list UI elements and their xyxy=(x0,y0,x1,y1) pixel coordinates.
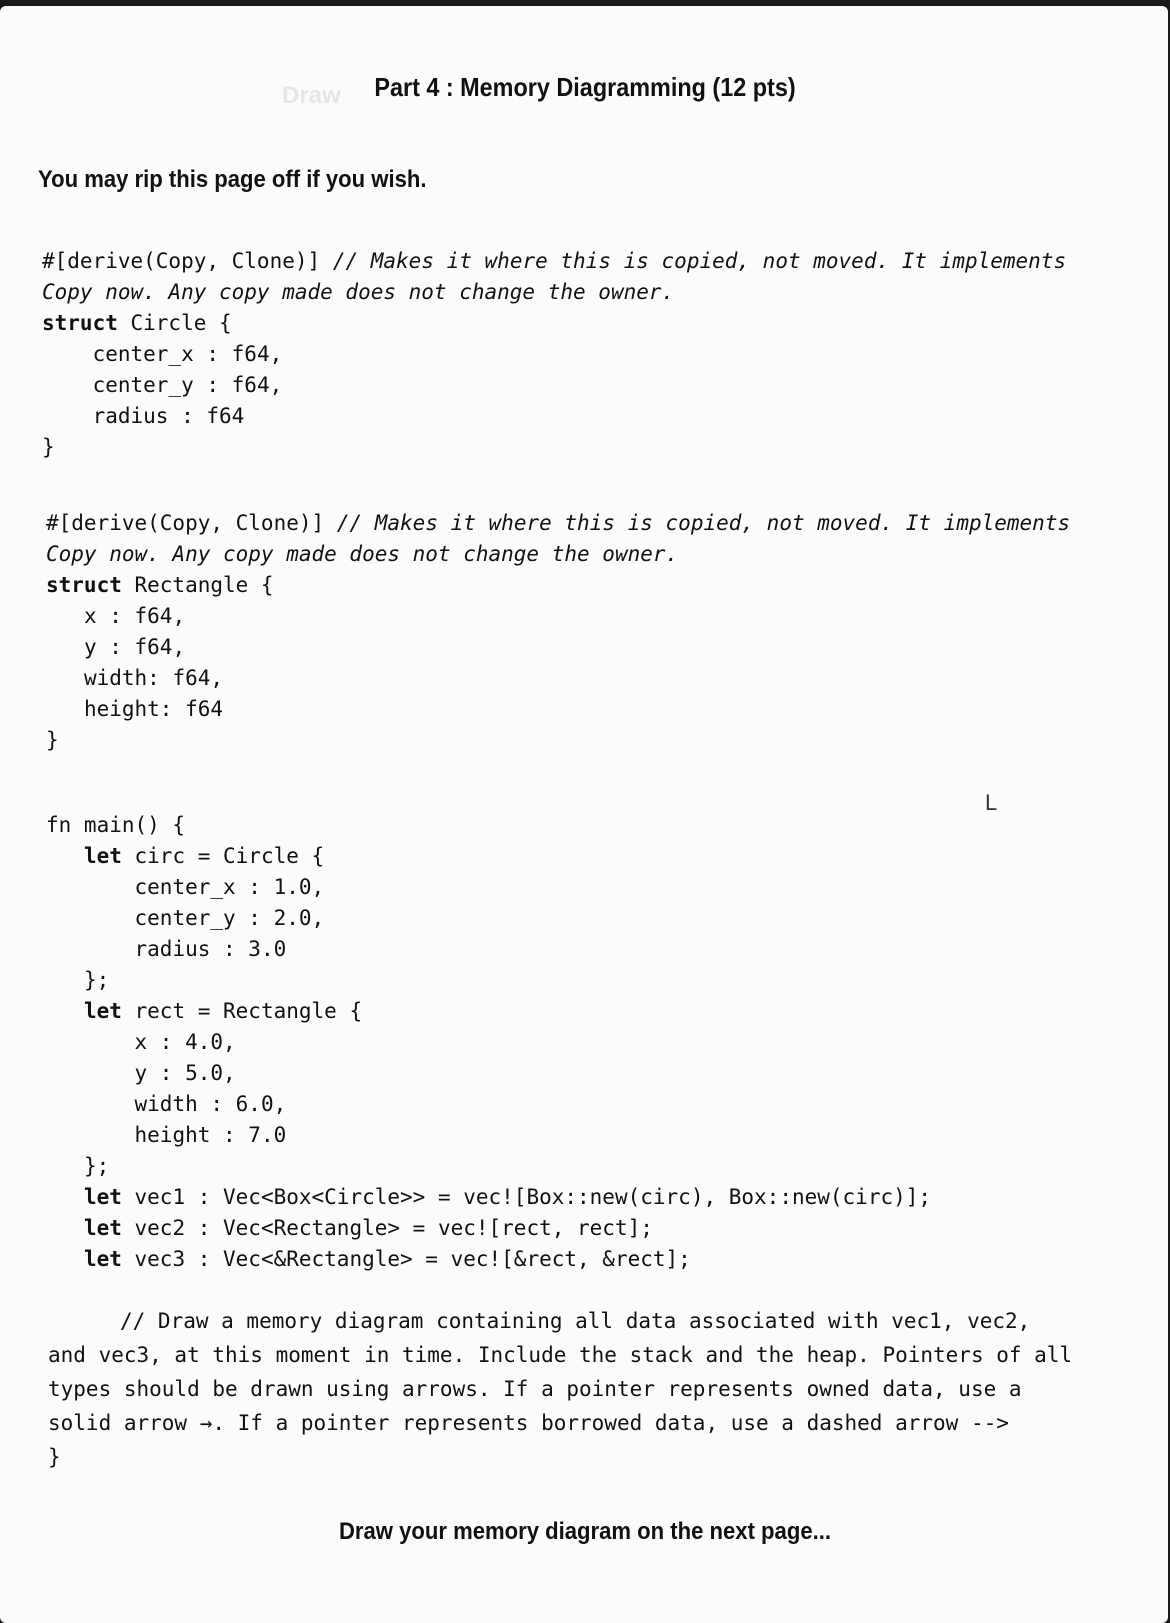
struct-field: center_x : f64, xyxy=(92,342,283,366)
circ-field: center_y : 2.0, xyxy=(134,906,325,930)
copy-comment: // Makes it where this is copied, not moved. It implements xyxy=(336,511,1071,535)
struct-header: Rectangle { xyxy=(121,573,274,597)
page-title: Part 4 : Memory Diagramming (12 pts) xyxy=(374,72,796,102)
vec2-declaration: vec2 : Vec<Rectangle> = vec![rect, rect]; xyxy=(121,1216,653,1240)
struct-keyword: struct xyxy=(42,311,118,335)
rect-declaration: rect = Rectangle { xyxy=(121,999,363,1023)
let-keyword: let xyxy=(83,844,122,868)
let-keyword: let xyxy=(83,1185,122,1209)
rect-field: y : 5.0, xyxy=(134,1061,236,1085)
struct-field: width: f64, xyxy=(83,666,224,690)
task-comment-line: // Draw a memory diagram containing all data associated with vec1, vec2, xyxy=(120,1309,1031,1333)
struct-field: center_y : f64, xyxy=(92,373,283,397)
struct-close-brace: } xyxy=(42,435,55,459)
circ-close: }; xyxy=(83,968,110,992)
main-close-brace: } xyxy=(48,1445,61,1469)
rect-field: width : 6.0, xyxy=(134,1092,287,1116)
let-keyword: let xyxy=(83,1247,122,1271)
struct-keyword: struct xyxy=(46,573,122,597)
let-keyword: let xyxy=(83,999,122,1023)
struct-field: height: f64 xyxy=(83,697,224,721)
main-signature: fn main() { xyxy=(46,813,186,837)
rip-off-instruction: You may rip this page off if you wish. xyxy=(38,166,427,193)
let-keyword: let xyxy=(83,1216,122,1240)
next-page-note: Draw your memory diagram on the next page... xyxy=(338,1518,831,1545)
vec3-declaration: vec3 : Vec<&Rectangle> = vec![&rect, &rect]; xyxy=(121,1247,691,1271)
task-comment-block xyxy=(48,1304,1138,1474)
main-function-block xyxy=(46,810,931,1275)
rectangle-struct-block xyxy=(46,508,1070,756)
struct-field: y : f64, xyxy=(83,635,186,659)
rect-field: height : 7.0 xyxy=(134,1123,287,1147)
struct-field: x : f64, xyxy=(83,604,186,628)
pen-mark: L xyxy=(985,790,998,815)
exam-page xyxy=(0,6,1168,1623)
task-comment-line: solid arrow →. If a pointer represents borrowed data, use a dashed arrow --> xyxy=(48,1411,1009,1435)
struct-close-brace: } xyxy=(46,728,59,752)
task-comment-line: and vec3, at this moment in time. Include the stack and the heap. Pointers of all xyxy=(48,1343,1073,1367)
struct-field: radius : f64 xyxy=(92,404,245,428)
derive-attribute: #[derive(Copy, Clone)] xyxy=(46,511,325,535)
struct-header: Circle { xyxy=(117,311,232,335)
task-comment-line: types should be drawn using arrows. If a pointer represents owned data, use a xyxy=(48,1377,1022,1401)
circ-field: center_x : 1.0, xyxy=(134,875,325,899)
rect-field: x : 4.0, xyxy=(134,1030,236,1054)
circ-declaration: circ = Circle { xyxy=(121,844,325,868)
derive-attribute: #[derive(Copy, Clone)] xyxy=(42,249,321,273)
vec1-declaration: vec1 : Vec<Box<Circle>> = vec![Box::new(circ), Box::new(circ)]; xyxy=(121,1185,932,1209)
copy-comment-cont: Copy now. Any copy made does not change the owner. xyxy=(46,542,679,566)
circle-struct-block xyxy=(42,246,1066,463)
faded-bleedthrough-text: Draw xyxy=(282,82,341,109)
copy-comment-cont: Copy now. Any copy made does not change the owner. xyxy=(42,280,675,304)
rect-close: }; xyxy=(83,1154,110,1178)
copy-comment: // Makes it where this is copied, not moved. It implements xyxy=(332,249,1067,273)
circ-field: radius : 3.0 xyxy=(134,937,287,961)
